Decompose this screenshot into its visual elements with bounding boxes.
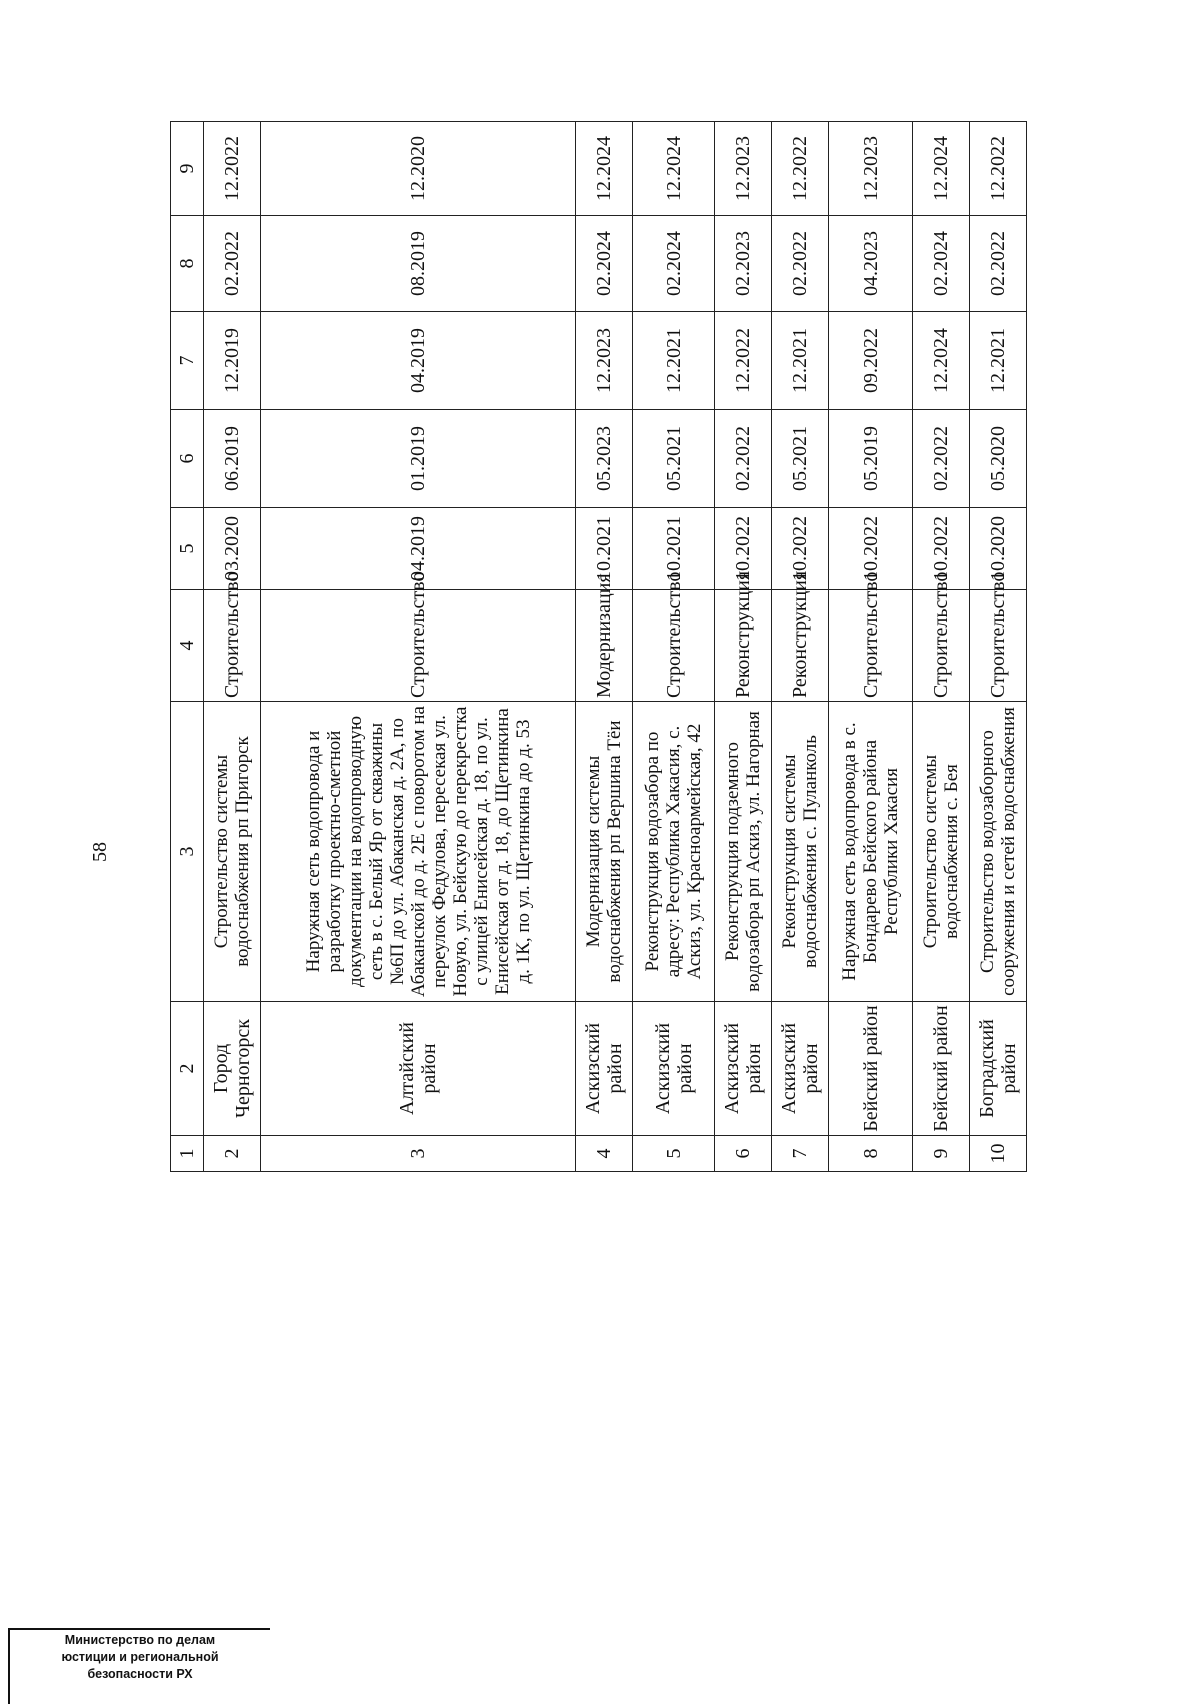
district: Боградский район [970,1002,1027,1136]
stamp-line-1: Министерство по делам [64,1633,216,1647]
document-table-rotated [170,122,1050,1172]
district: Аскизский район [772,1002,829,1136]
col-7-date: 12.2023 [576,312,633,410]
col-7-date: 12.2019 [204,312,261,410]
header-col-5: 5 [171,508,204,590]
project-description: Строительство системы водоснабжения рп Пригорск [204,702,261,1002]
col-5-date: 10.2022 [772,508,829,590]
col-8-date: 04.2023 [829,216,913,312]
project-description: Модернизация системы водоснабжения рп Вершина Тёи [576,702,633,1002]
project-description: Наружная сеть водопровода и разработку проектно-сметной документации на водопроводную сеть в с. Белый Яр от скважины №6П до ул. Абаканская д. 2А, по Абаканской до д. 2Е с поворотом на переулок Федулова, пересекая ул. Новую, ул. Бейскую до перекрестка с улицей Енисейская д. 18, по ул. Енисейская от д. 18, до Щетинкина д. 1К, по ул. Щетинкина до д. 53 [261,702,576,1002]
document-table [170,121,1027,1172]
col-9-date: 12.2024 [633,122,715,216]
table-row [261,122,576,1172]
row-number: 6 [715,1136,772,1172]
stamp-line-2: юстиции и региональной [61,1650,219,1664]
header-col-6: 6 [171,410,204,508]
col-9-date: 12.2024 [913,122,970,216]
project-description: Строительство системы водоснабжения с. Бея [913,702,970,1002]
work-type: Модернизация [576,590,633,702]
work-type: Строительство [261,590,576,702]
header-col-1: 1 [171,1136,204,1172]
row-number: 3 [261,1136,576,1172]
work-type: Строительство [970,590,1027,702]
work-type: Реконструкция [715,590,772,702]
project-description: Строительство водозаборного сооружения и сетей водоснабжения [970,702,1027,1002]
table-row [970,122,1027,1172]
col-8-date: 02.2024 [633,216,715,312]
col-5-date: 10.2020 [970,508,1027,590]
col-6-date: 05.2021 [772,410,829,508]
table-row [715,122,772,1172]
table-row [204,122,261,1172]
row-number: 9 [913,1136,970,1172]
district: Бейский район [829,1002,913,1136]
project-description: Реконструкция водозабора по адресу: Республика Хакасия, с. Аскиз, ул. Красноармейская, 42 [633,702,715,1002]
project-description: Реконструкция системы водоснабжения с. Пуланколь [772,702,829,1002]
col-8-date: 02.2024 [576,216,633,312]
district: Аскизский район [633,1002,715,1136]
col-5-date: 03.2020 [204,508,261,590]
header-col-9: 9 [171,122,204,216]
col-7-date: 09.2022 [829,312,913,410]
stamp-line-3: безопасности РХ [87,1667,193,1681]
work-type: Строительство [829,590,913,702]
header-col-4: 4 [171,590,204,702]
row-number: 8 [829,1136,913,1172]
col-9-date: 12.2023 [715,122,772,216]
col-9-date: 12.2022 [970,122,1027,216]
table-row [829,122,913,1172]
row-number: 4 [576,1136,633,1172]
col-6-date: 05.2021 [633,410,715,508]
header-col-7: 7 [171,312,204,410]
col-6-date: 06.2019 [204,410,261,508]
district: Алтайский район [261,1002,576,1136]
col-7-date: 04.2019 [261,312,576,410]
col-9-date: 12.2022 [772,122,829,216]
col-9-date: 12.2022 [204,122,261,216]
col-9-date: 12.2023 [829,122,913,216]
col-7-date: 12.2021 [772,312,829,410]
row-number: 5 [633,1136,715,1172]
work-type: Строительство [633,590,715,702]
ministry-stamp [8,1628,270,1704]
table-row [633,122,715,1172]
district: Город Черногорск [204,1002,261,1136]
table-row [576,122,633,1172]
work-type: Строительство [204,590,261,702]
col-8-date: 08.2019 [261,216,576,312]
work-type: Реконструкция [772,590,829,702]
col-8-date: 02.2024 [913,216,970,312]
col-5-date: 10.2021 [633,508,715,590]
col-8-date: 02.2022 [772,216,829,312]
table-row [913,122,970,1172]
col-6-date: 01.2019 [261,410,576,508]
col-7-date: 12.2022 [715,312,772,410]
table-row [772,122,829,1172]
col-5-date: 10.2022 [715,508,772,590]
col-8-date: 02.2023 [715,216,772,312]
col-7-date: 12.2021 [970,312,1027,410]
col-9-date: 12.2020 [261,122,576,216]
col-7-date: 12.2024 [913,312,970,410]
district: Бейский район [913,1002,970,1136]
district: Аскизский район [715,1002,772,1136]
district: Аскизский район [576,1002,633,1136]
col-6-date: 05.2023 [576,410,633,508]
header-col-8: 8 [171,216,204,312]
row-number: 10 [970,1136,1027,1172]
row-number: 2 [204,1136,261,1172]
col-6-date: 05.2020 [970,410,1027,508]
col-8-date: 02.2022 [204,216,261,312]
col-7-date: 12.2021 [633,312,715,410]
col-5-date: 10.2022 [829,508,913,590]
row-number: 7 [772,1136,829,1172]
col-8-date: 02.2022 [970,216,1027,312]
col-5-date: 10.2022 [913,508,970,590]
col-6-date: 02.2022 [715,410,772,508]
project-description: Наружная сеть водопровода в с. Бондарево Бейского района Республики Хакасия [829,702,913,1002]
header-col-3: 3 [171,702,204,1002]
col-6-date: 05.2019 [829,410,913,508]
header-col-2: 2 [171,1002,204,1136]
col-6-date: 02.2022 [913,410,970,508]
table-header-row [171,122,204,1172]
col-5-date: 10.2021 [576,508,633,590]
work-type: Строительство [913,590,970,702]
page-number: 58 [89,842,111,862]
col-5-date: 04.2019 [261,508,576,590]
col-9-date: 12.2024 [576,122,633,216]
project-description: Реконструкция подземного водозабора рп Аскиз, ул. Нагорная [715,702,772,1002]
